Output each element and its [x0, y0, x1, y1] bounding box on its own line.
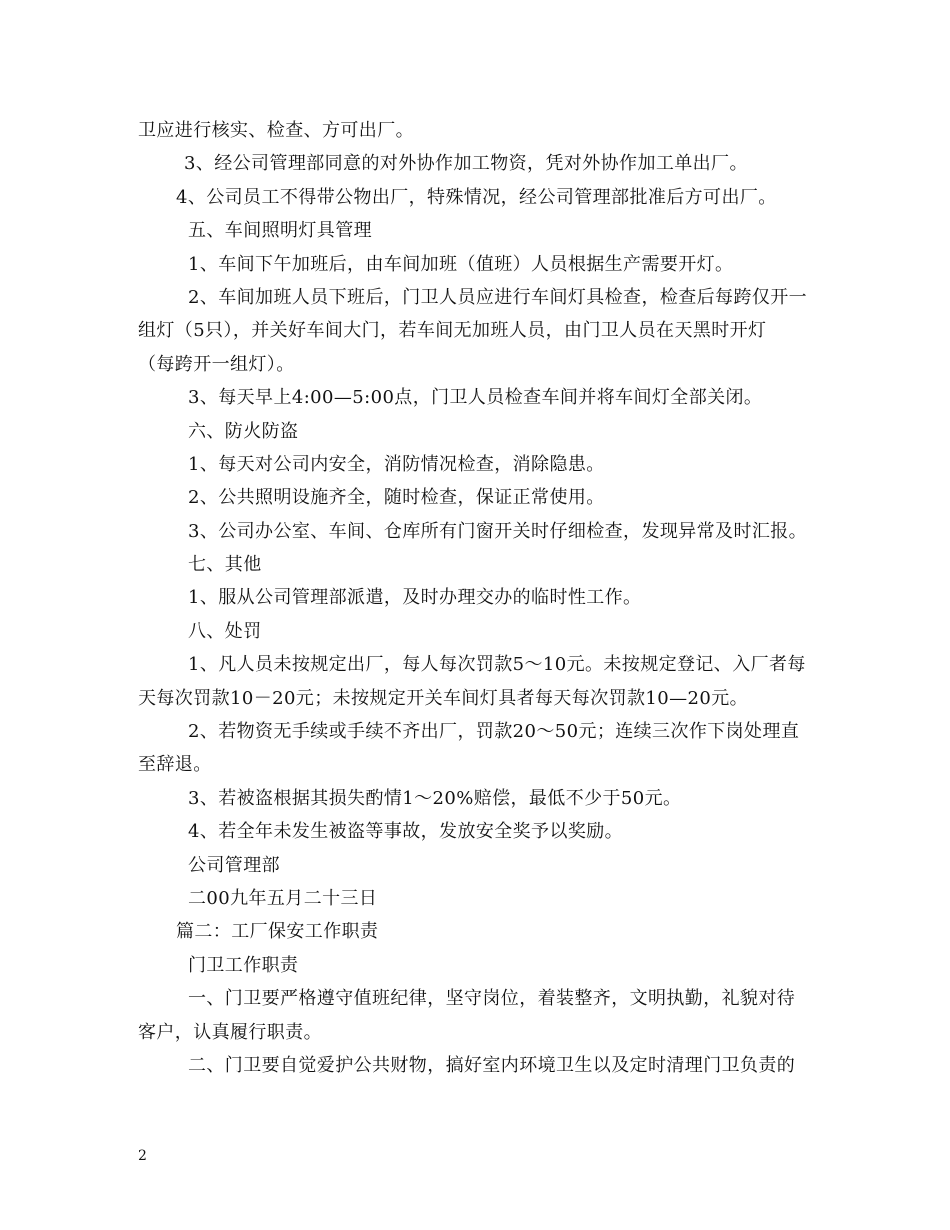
- text-line: 组灯（5只），并关好车间大门，若车间无加班人员，由门卫人员在天黑时开灯: [138, 320, 767, 342]
- text-line: 1、凡人员未按规定出厂，每人每次罚款5～10元。未按规定登记、入厂者每: [188, 654, 806, 676]
- text-line: 天每次罚款10－20元；未按规定开关车间灯具者每天每次罚款10—20元。: [138, 687, 749, 709]
- chapter-heading: 篇二：工厂保安工作职责: [176, 921, 379, 943]
- text-line: 4、若全年未发生被盗等事故，发放安全奖予以奖励。: [188, 821, 624, 843]
- text-line: 2、若物资无手续或手续不齐出厂，罚款20～50元；连续三次作下岗处理直: [188, 721, 800, 743]
- text-line: 二、门卫要自觉爱护公共财物，搞好室内环境卫生以及定时清理门卫负责的: [188, 1054, 796, 1076]
- text-line: 3、经公司管理部同意的对外协作加工物资，凭对外协作加工单出厂。: [184, 153, 748, 175]
- section-heading: 七、其他: [188, 554, 262, 576]
- page-number: 2: [138, 1148, 147, 1164]
- text-line: 1、每天对公司内安全，消防情况检查，消除隐患。: [188, 453, 605, 475]
- text-line: （每跨开一组灯）。: [138, 353, 295, 375]
- text-line: 一、门卫要严格遵守值班纪律，坚守岗位，着装整齐，文明执勤，礼貌对待: [188, 988, 796, 1010]
- text-line: 2、车间加班人员下班后，门卫人员应进行车间灯具检查，检查后每跨仅开一: [188, 286, 808, 308]
- signature-date: 二00九年五月二十三日: [188, 887, 378, 909]
- text-line: 2、公共照明设施齐全，随时检查，保证正常使用。: [188, 487, 605, 509]
- text-line: 1、服从公司管理部派遣，及时办理交办的临时性工作。: [188, 587, 642, 609]
- text-line: 4、公司员工不得带公物出厂，特殊情况，经公司管理部批准后方可出厂。: [176, 186, 777, 208]
- text-line: 3、每天早上4:00—5:00点，门卫人员检查车间并将车间灯全部关闭。: [188, 387, 763, 409]
- signature-department: 公司管理部: [188, 854, 280, 876]
- text-line: 客户，认真履行职责。: [138, 1021, 322, 1043]
- text-line: 至辞退。: [138, 754, 212, 776]
- section-heading: 八、处罚: [188, 620, 262, 642]
- text-line: 卫应进行核实、检查、方可出厂。: [138, 120, 414, 141]
- text-line: 3、若被盗根据其损失酌情1～20%赔偿，最低不少于50元。: [188, 787, 682, 809]
- text-line: 1、车间下午加班后，由车间加班（值班）人员根据生产需要开灯。: [188, 253, 734, 275]
- section-heading: 五、车间照明灯具管理: [188, 220, 372, 242]
- section-heading: 门卫工作职责: [188, 954, 299, 976]
- text-line: 3、公司办公室、车间、仓库所有门窗开关时仔细检查，发现异常及时汇报。: [188, 520, 808, 542]
- section-heading: 六、防火防盗: [188, 420, 299, 442]
- document-body: [138, 114, 818, 1082]
